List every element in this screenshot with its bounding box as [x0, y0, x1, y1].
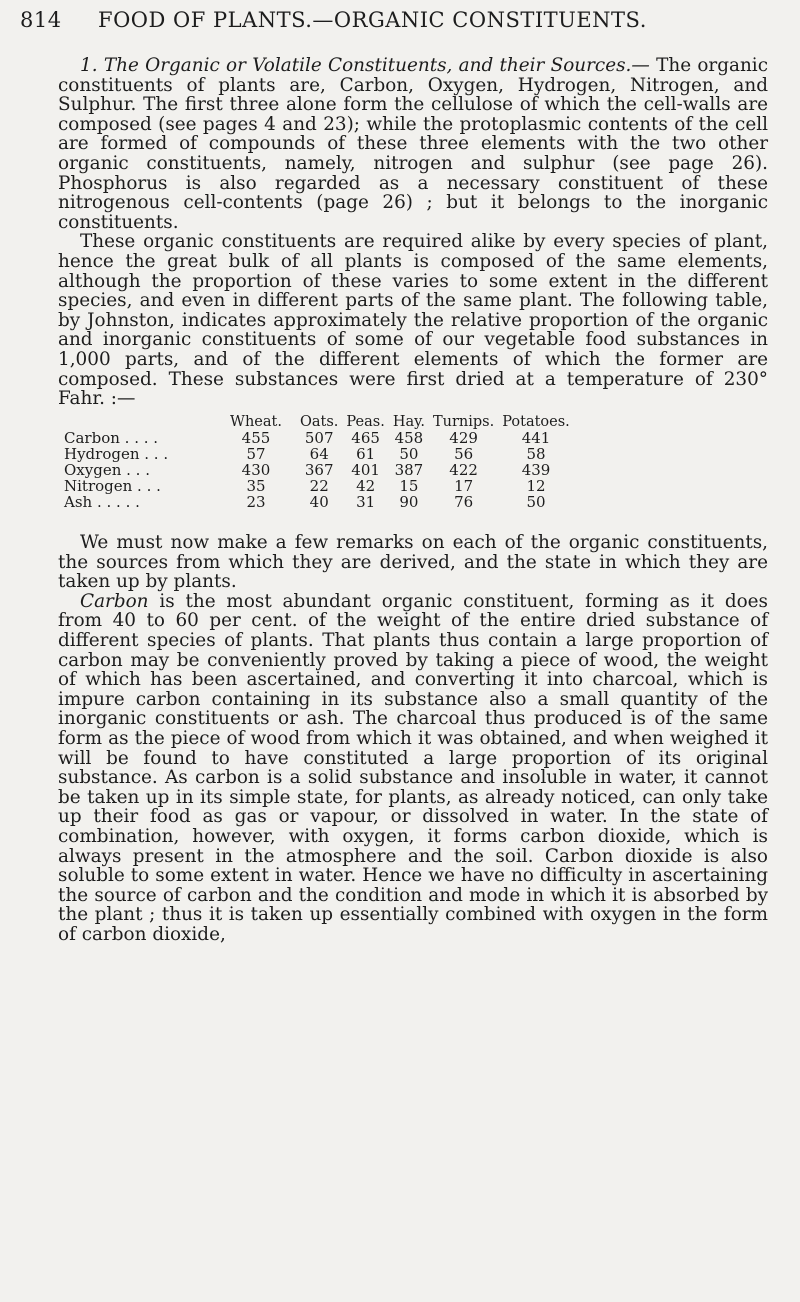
table-cell: 50: [399, 445, 419, 463]
table-cell: 367: [304, 461, 334, 479]
table-cell: 50: [526, 493, 546, 511]
table-header-row: [64, 414, 574, 430]
table-cell: 31: [356, 493, 376, 511]
body-text: [58, 533, 768, 944]
running-title: FOOD OF PLANTS.—ORGANIC CONSTITUENTS.: [98, 8, 647, 32]
table-cell: 387: [394, 461, 424, 479]
section-text: [58, 56, 768, 409]
row-label: Oxygen . . .: [64, 461, 150, 479]
section-intro: [58, 56, 768, 232]
table-cell: 35: [246, 477, 266, 495]
table-cell: 61: [356, 445, 376, 463]
table-cell: 42: [356, 477, 376, 495]
table-cell: 64: [309, 445, 329, 463]
column-header: Wheat.: [230, 414, 282, 430]
table-cell: 40: [309, 493, 329, 511]
column-header: Turnips.: [432, 414, 495, 430]
row-label: Nitrogen . . .: [64, 477, 161, 495]
column-header: Peas.: [346, 414, 385, 430]
page-number: 814: [20, 8, 62, 32]
table-corner: [64, 414, 216, 430]
table-cell: 507: [304, 429, 334, 447]
table-cell: 90: [399, 493, 419, 511]
row-label: Ash . . . . .: [64, 493, 140, 511]
table-row: [64, 430, 574, 446]
table-cell: 23: [246, 493, 266, 511]
table-cell: 17: [454, 477, 474, 495]
table-cell: 15: [399, 477, 419, 495]
section-title: 1. The Organic or Volatile Constituents, and their Sources.—: [80, 55, 650, 76]
table-row: [64, 462, 574, 478]
table-cell: 455: [241, 429, 271, 447]
column-header: Hay.: [392, 414, 425, 430]
paragraph-2: These organic constituents are required alike by every species of plant, hence the great bulk of all plants is composed of the same elements, although the proportion of these varies to some extent in the different species, and even in different parts of the same plant. The following table, by Johnston, indicates approximately the relative proportion of the organic and inorganic constituents of some of our vegetable food substances in 1,000 parts, and of the different elements of which the former are composed. These substances were first dried at a temperature of 230° Fahr. :—: [58, 231, 768, 410]
running-header: [20, 8, 780, 38]
row-label: Hydrogen . . .: [64, 445, 169, 463]
table-cell: 12: [526, 477, 546, 495]
paragraph-3: We must now make a few remarks on each of the organic constituents, the sources from which they are derived, and the state in which they are taken up by plants.: [58, 532, 768, 593]
table-row: [64, 494, 574, 510]
table-cell: 57: [246, 445, 266, 463]
row-label: Carbon . . . .: [64, 429, 159, 447]
table-cell: 465: [351, 429, 380, 447]
table-cell: 422: [449, 461, 478, 479]
column-header: Oats.: [300, 414, 339, 430]
table-row: [64, 446, 574, 462]
table-row: [64, 478, 574, 494]
column-header: Potatoes.: [502, 414, 570, 430]
paragraph-4-text: is the most abundant organic constituent, forming as it does from 40 to 60 per cent. of the weight of the entire dried substance of different species of plants. That plants thus contain a large proportion of carbon may be conveniently proved by taking a piece of wood, the weight of which has been ascertained, and converting it into charcoal, which is impure carbon containing in its substance also a small quantity of the inorganic constituents or ash. The charcoal thus produced is of the same form as the piece of wood from which it was obtained, and when weighed it will be found to have constituted a large proportion of its original substance. As carbon is a solid substance and insoluble in water, it cannot be taken up in its simple state, for plants, as already noticed, can only take up their food as gas or vapour, or dissolved in water. In the state of combination, however, with oxygen, it forms carbon dioxide, which is always present in the atmosphere and the soil. Carbon dioxide is also soluble to some extent in water. Hence we have no difficulty in ascertaining the source of carbon and the condition and mode in which it is absorbed by the plant ; thus it is taken up essentially combined with oxygen in the form of carbon dioxide,: [58, 590, 768, 945]
paragraph-1: The organic constituents of plants are, Carbon, Oxygen, Hydrogen, Nitrogen, and Sulphur. The first three alone form the cellulose of which the cell-walls are composed (see pages 4 and 23); while the protoplasmic contents of the cell are formed of compounds of these three elements with the two other organic constituents, namely, nitrogen and sulphur (see page 26). Phosphorus is also regarded as a necessary constituent of these nitrogenous cell-contents (page 26) ; but it belongs to the inorganic constituents.: [58, 55, 768, 233]
table-cell: 76: [454, 493, 474, 511]
table-cell: 401: [351, 461, 380, 479]
table-cell: 56: [454, 445, 474, 463]
table-cell: 429: [449, 429, 478, 447]
carbon-heading: Carbon: [80, 590, 149, 612]
composition-table: [64, 414, 574, 510]
table-cell: 430: [241, 461, 271, 479]
table-cell: 441: [521, 429, 551, 447]
table-cell: 458: [394, 429, 424, 447]
table-cell: 22: [309, 477, 329, 495]
table-cell: 439: [521, 461, 551, 479]
paragraph-4: [58, 592, 768, 945]
table-cell: 58: [526, 445, 546, 463]
